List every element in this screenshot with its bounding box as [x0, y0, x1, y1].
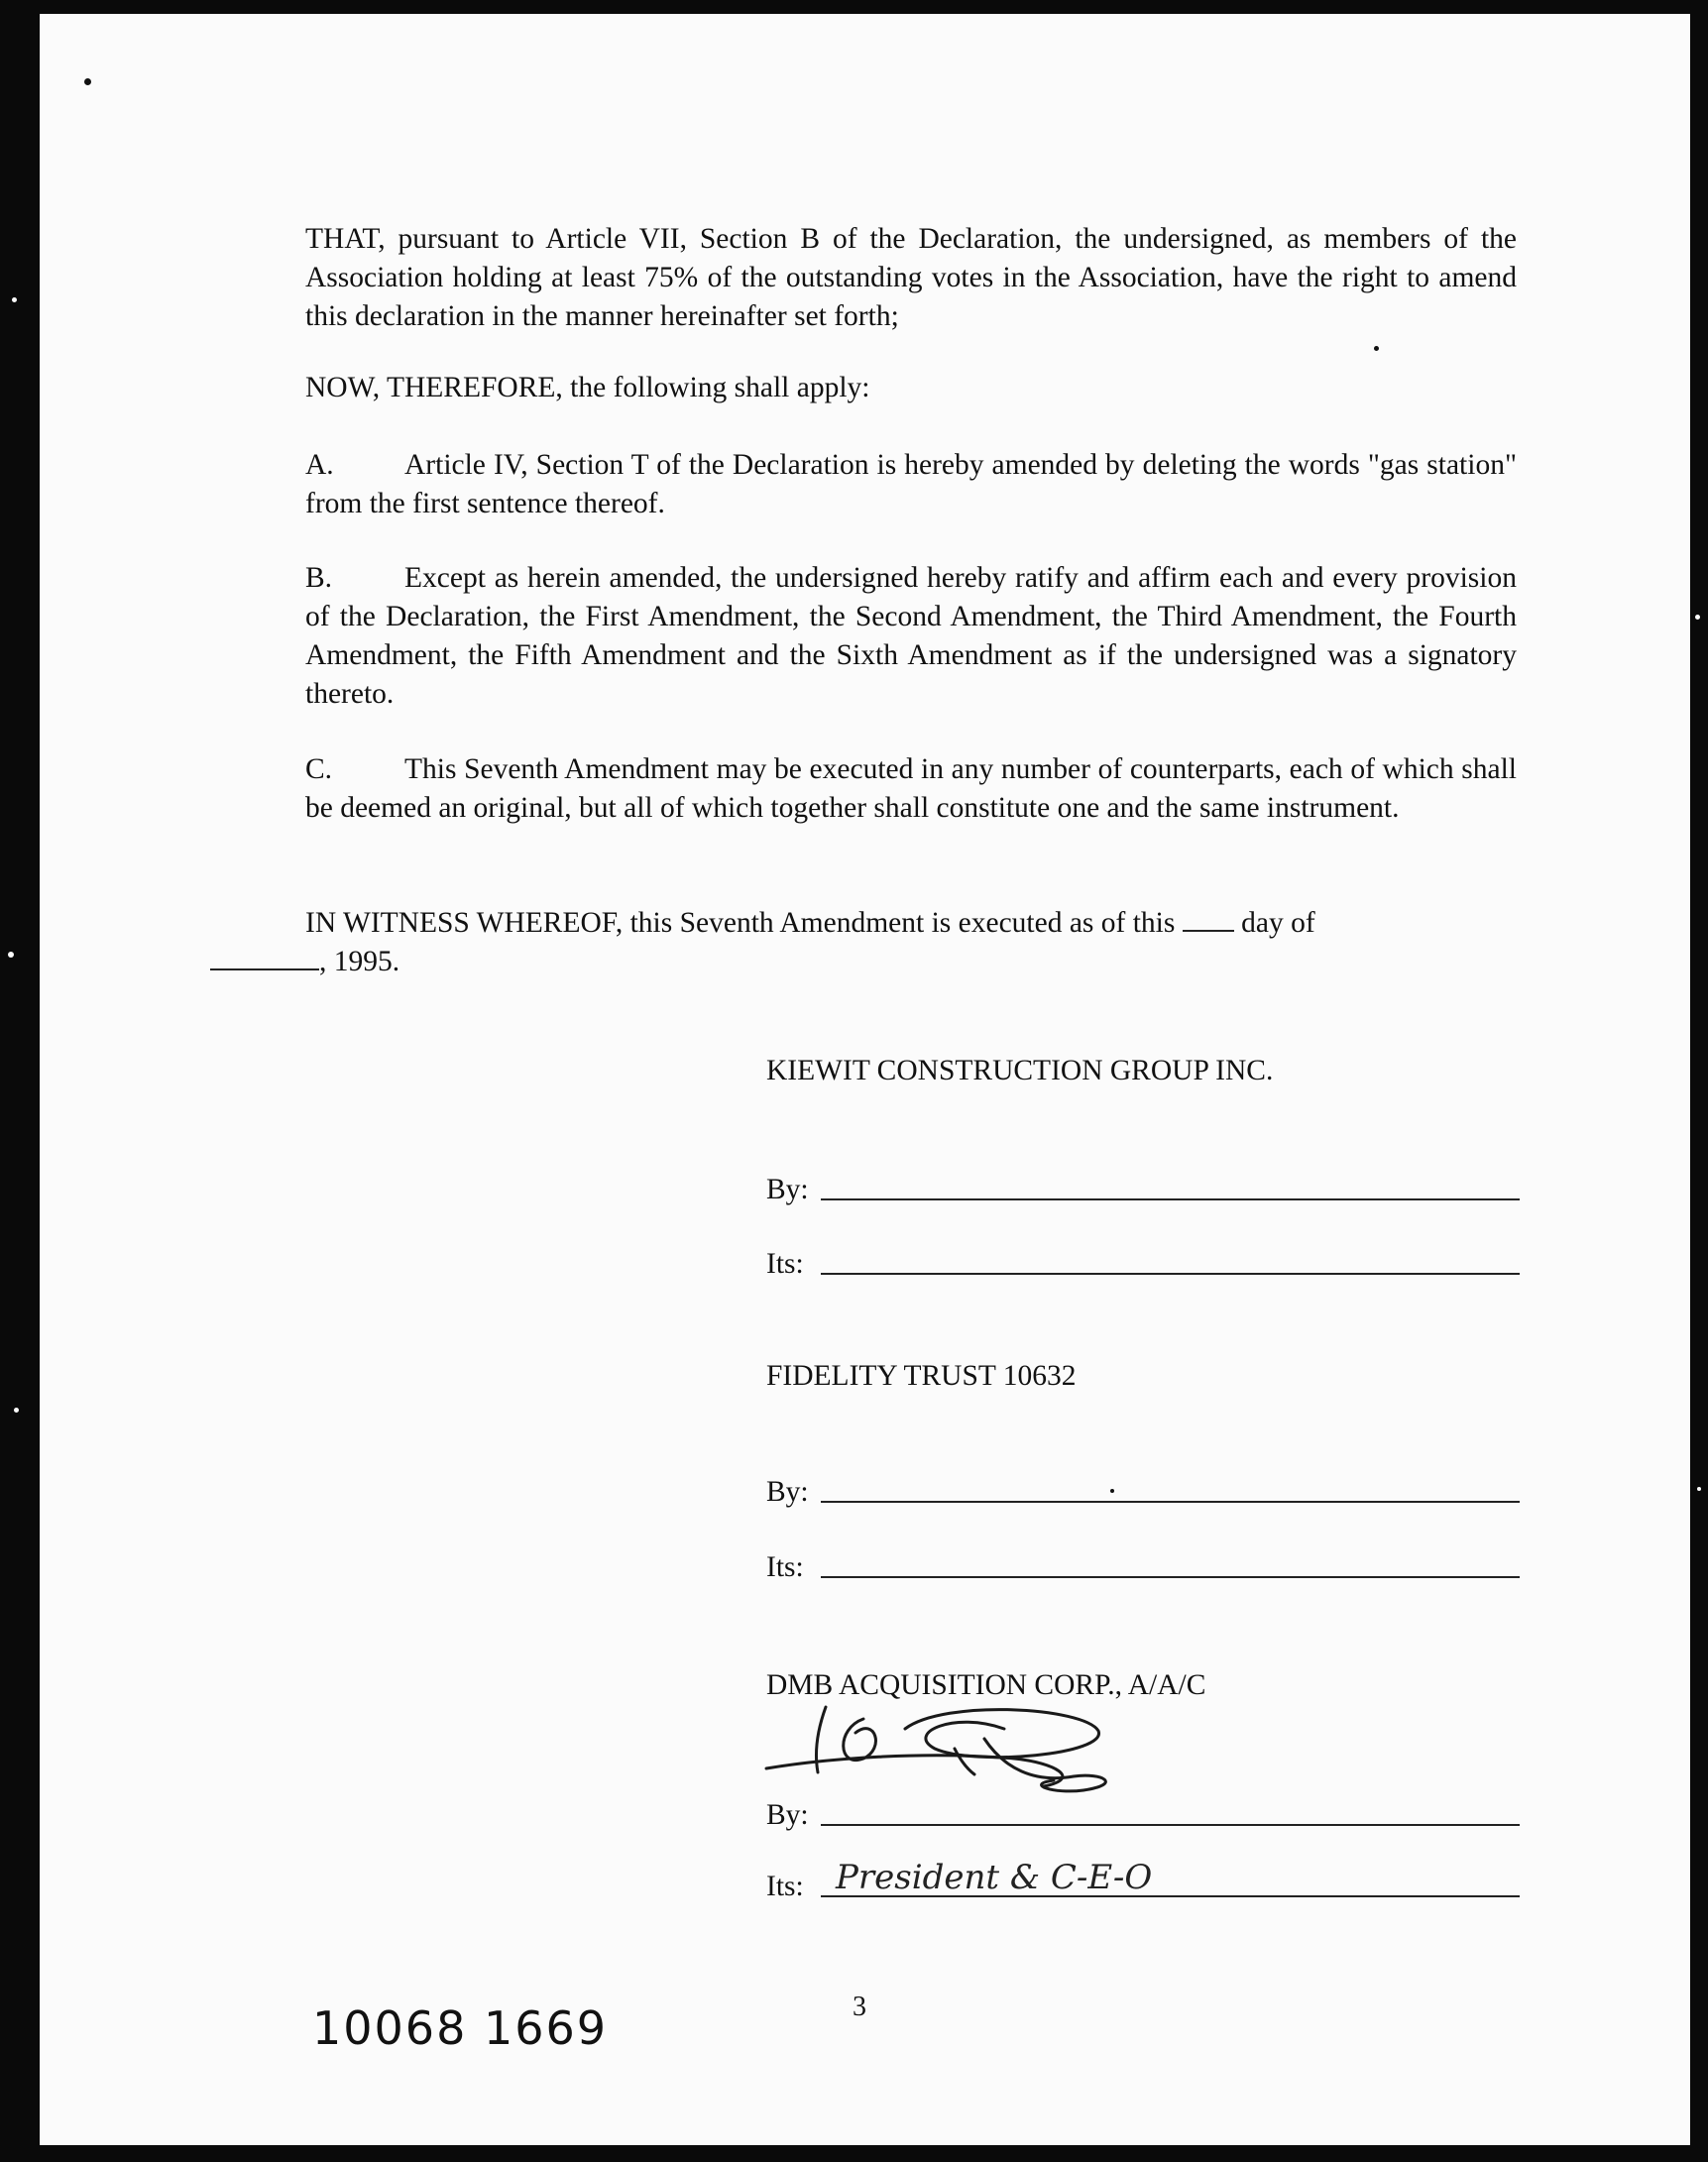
- clause-label-a: A.: [305, 449, 334, 481]
- by-signature-line: [766, 1792, 1520, 1832]
- its-title-line: [766, 1858, 1520, 1903]
- signatory-entity: FIDELITY TRUST 10632: [766, 1360, 1077, 1392]
- document-page: [40, 14, 1690, 2145]
- signatory-entity: KIEWIT CONSTRUCTION GROUP INC.: [766, 1055, 1274, 1086]
- signature-rule: [821, 1501, 1520, 1503]
- signature-rule: [821, 1198, 1520, 1200]
- by-label: By:: [766, 1174, 809, 1205]
- paragraph-witness: [210, 904, 1517, 981]
- clause-label-c: C.: [305, 753, 333, 785]
- by-signature-line: [766, 1167, 1520, 1206]
- clause-label-b: B.: [305, 562, 333, 594]
- bates-number: 10068 1669: [312, 2001, 609, 2055]
- by-label: By:: [766, 1799, 809, 1831]
- paragraph-that: THAT, pursuant to Article VII, Section B of the Declaration, the undersigned, as members of the Association holding at least 75% of the outstanding votes in the Association, have the right to amend this declaration in the manner hereinafter set forth;: [305, 223, 1517, 332]
- handwritten-title: President & C-E-O: [836, 1858, 1153, 1897]
- signature-block-kiewit: [766, 1055, 1520, 1293]
- its-label: Its:: [766, 1871, 804, 1902]
- its-title-line: [766, 1241, 1520, 1281]
- signature-rule: [821, 1824, 1520, 1826]
- witness-year: , 1995.: [319, 946, 400, 977]
- its-label: Its:: [766, 1551, 804, 1583]
- month-blank: [210, 968, 319, 970]
- paragraph-c: [210, 750, 1517, 828]
- signatory-entity: DMB ACQUISITION CORP., A/A/C: [766, 1669, 1206, 1701]
- clause-text-a: Article IV, Section T of the Declaration is hereby amended by deleting the words "gas station" from the first sentence thereof.: [305, 449, 1517, 519]
- handwritten-signature: [756, 1689, 1173, 1798]
- signature-block-dmb: [766, 1669, 1520, 1907]
- paragraph-b: [210, 559, 1517, 714]
- witness-text: IN WITNESS WHEREOF, this Seventh Amendment is executed as of this: [305, 907, 1176, 939]
- witness-day-of: day of: [1241, 907, 1315, 939]
- by-signature-line: [766, 1469, 1520, 1509]
- signature-block-fidelity: [766, 1360, 1520, 1598]
- document-content: [40, 14, 1690, 2145]
- day-blank: [1183, 930, 1234, 932]
- paragraph-a: [210, 446, 1517, 523]
- title-rule: [821, 1273, 1520, 1275]
- its-title-line: [766, 1544, 1520, 1584]
- by-label: By:: [766, 1476, 809, 1508]
- its-label: Its:: [766, 1248, 804, 1280]
- title-rule: [821, 1576, 1520, 1578]
- page-number: 3: [853, 1991, 866, 2022]
- paragraph-now-therefore: NOW, THEREFORE, the following shall apply:: [305, 372, 870, 403]
- clause-text-b: Except as herein amended, the undersigned hereby ratify and affirm each and every provision of the Declaration, the First Amendment, the Second Amendment, the Third Amendment, the Fourth Amendment, the Fifth Amendment and the Sixth Amendment as if the undersigned was a signatory thereto.: [305, 562, 1517, 710]
- clause-text-c: This Seventh Amendment may be executed in any number of counterparts, each of which shall be deemed an original, but all of which together shall constitute one and the same instrument.: [305, 753, 1517, 824]
